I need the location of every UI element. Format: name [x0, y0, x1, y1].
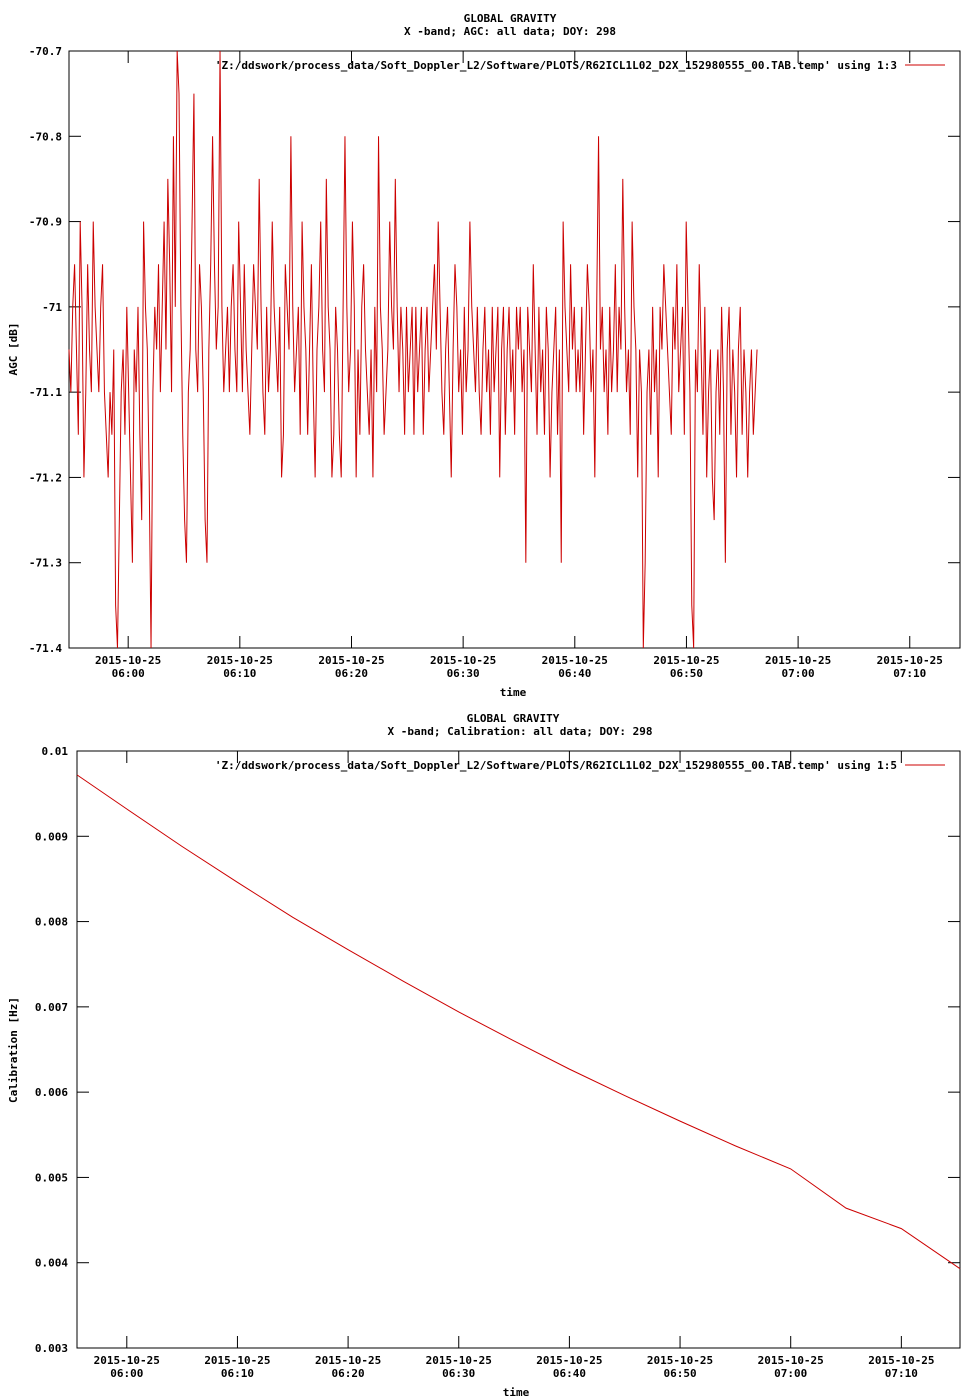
- y-tick-label: 0.009: [34, 830, 68, 844]
- y-tick-label: -71.1: [28, 386, 62, 400]
- y-tick-label: -71.4: [28, 642, 62, 655]
- x-tick-label-date: 2015-10-25: [646, 1354, 714, 1367]
- x-tick-label-date: 2015-10-25: [314, 1354, 382, 1367]
- x-tick-label-date: 2015-10-25: [764, 654, 832, 667]
- y-tick-label: -70.7: [28, 45, 62, 58]
- y-tick-label: 0.007: [34, 1000, 68, 1014]
- y-tick-label: 0.006: [34, 1086, 68, 1100]
- x-tick-label-time: 06:00: [111, 667, 145, 680]
- y-tick-label: 0.008: [34, 915, 68, 929]
- y-tick-label: -70.9: [28, 215, 62, 229]
- x-tick-label-date: 2015-10-25: [93, 1354, 160, 1367]
- x-tick-label-date: 2015-10-25: [206, 654, 273, 667]
- x-tick-label-time: 06:30: [446, 667, 480, 680]
- y-axis-label: Calibration [Hz]: [7, 997, 20, 1103]
- chart-title: GLOBAL GRAVITY: [463, 12, 557, 25]
- y-tick-label: 0.003: [34, 1342, 68, 1355]
- x-tick-label-time: 06:50: [663, 1367, 697, 1380]
- y-tick-label: -71.2: [28, 471, 62, 485]
- x-tick-label-time: 06:40: [558, 667, 592, 680]
- x-tick-label-time: 06:10: [220, 1367, 255, 1380]
- y-tick-label: 0.01: [41, 745, 68, 758]
- x-tick-label-date: 2015-10-25: [876, 654, 943, 667]
- x-tick-label-date: 2015-10-25: [204, 1354, 271, 1367]
- x-tick-label-date: 2015-10-25: [425, 1354, 492, 1367]
- x-axis-label: time: [499, 686, 527, 699]
- chart-subtitle: X -band; AGC: all data; DOY: 298: [404, 25, 616, 38]
- x-tick-label-date: 2015-10-25: [318, 654, 385, 667]
- x-tick-label-time: 06:10: [223, 667, 257, 680]
- x-tick-label-date: 2015-10-25: [868, 1354, 935, 1367]
- x-axis-label: time: [502, 1386, 530, 1399]
- x-tick-label-time: 06:50: [669, 667, 704, 680]
- x-tick-label-date: 2015-10-25: [653, 654, 720, 667]
- y-tick-label: -71.3: [28, 556, 62, 570]
- x-tick-label-time: 06:30: [442, 1367, 476, 1380]
- x-tick-label-date: 2015-10-25: [430, 654, 497, 667]
- x-tick-label-date: 2015-10-25: [757, 1354, 824, 1367]
- x-tick-label-time: 06:00: [110, 1367, 144, 1380]
- x-tick-label-time: 06:40: [552, 1367, 586, 1380]
- y-tick-label: 0.004: [34, 1256, 68, 1270]
- x-tick-label-time: 07:10: [893, 667, 927, 680]
- x-tick-label-time: 07:10: [884, 1367, 918, 1380]
- x-tick-label-date: 2015-10-25: [536, 1354, 603, 1367]
- x-tick-label-time: 07:00: [774, 1367, 808, 1380]
- x-tick-label-time: 07:00: [781, 667, 815, 680]
- y-axis-label: AGC [dB]: [7, 322, 20, 376]
- y-tick-label: -70.8: [28, 130, 62, 144]
- y-tick-label: -71: [42, 300, 62, 314]
- x-tick-label-date: 2015-10-25: [95, 654, 162, 667]
- chart-title: GLOBAL GRAVITY: [466, 712, 560, 725]
- y-tick-label: 0.005: [34, 1171, 68, 1185]
- chart-subtitle: X -band; Calibration: all data; DOY: 298: [387, 725, 653, 738]
- x-tick-label-time: 06:20: [331, 1367, 365, 1380]
- legend-label: 'Z:/ddswork/process_data/Soft_Doppler_L2/Software/PLOTS/R62ICL1L02_D2X_152980555_00.TAB.temp' using 1:5: [214, 759, 897, 772]
- x-tick-label-time: 06:20: [334, 667, 369, 680]
- x-tick-label-date: 2015-10-25: [541, 654, 608, 667]
- legend-label: 'Z:/ddswork/process_data/Soft_Doppler_L2/Software/PLOTS/R62ICL1L02_D2X_152980555_00.TAB.temp' using 1:3: [214, 59, 897, 72]
